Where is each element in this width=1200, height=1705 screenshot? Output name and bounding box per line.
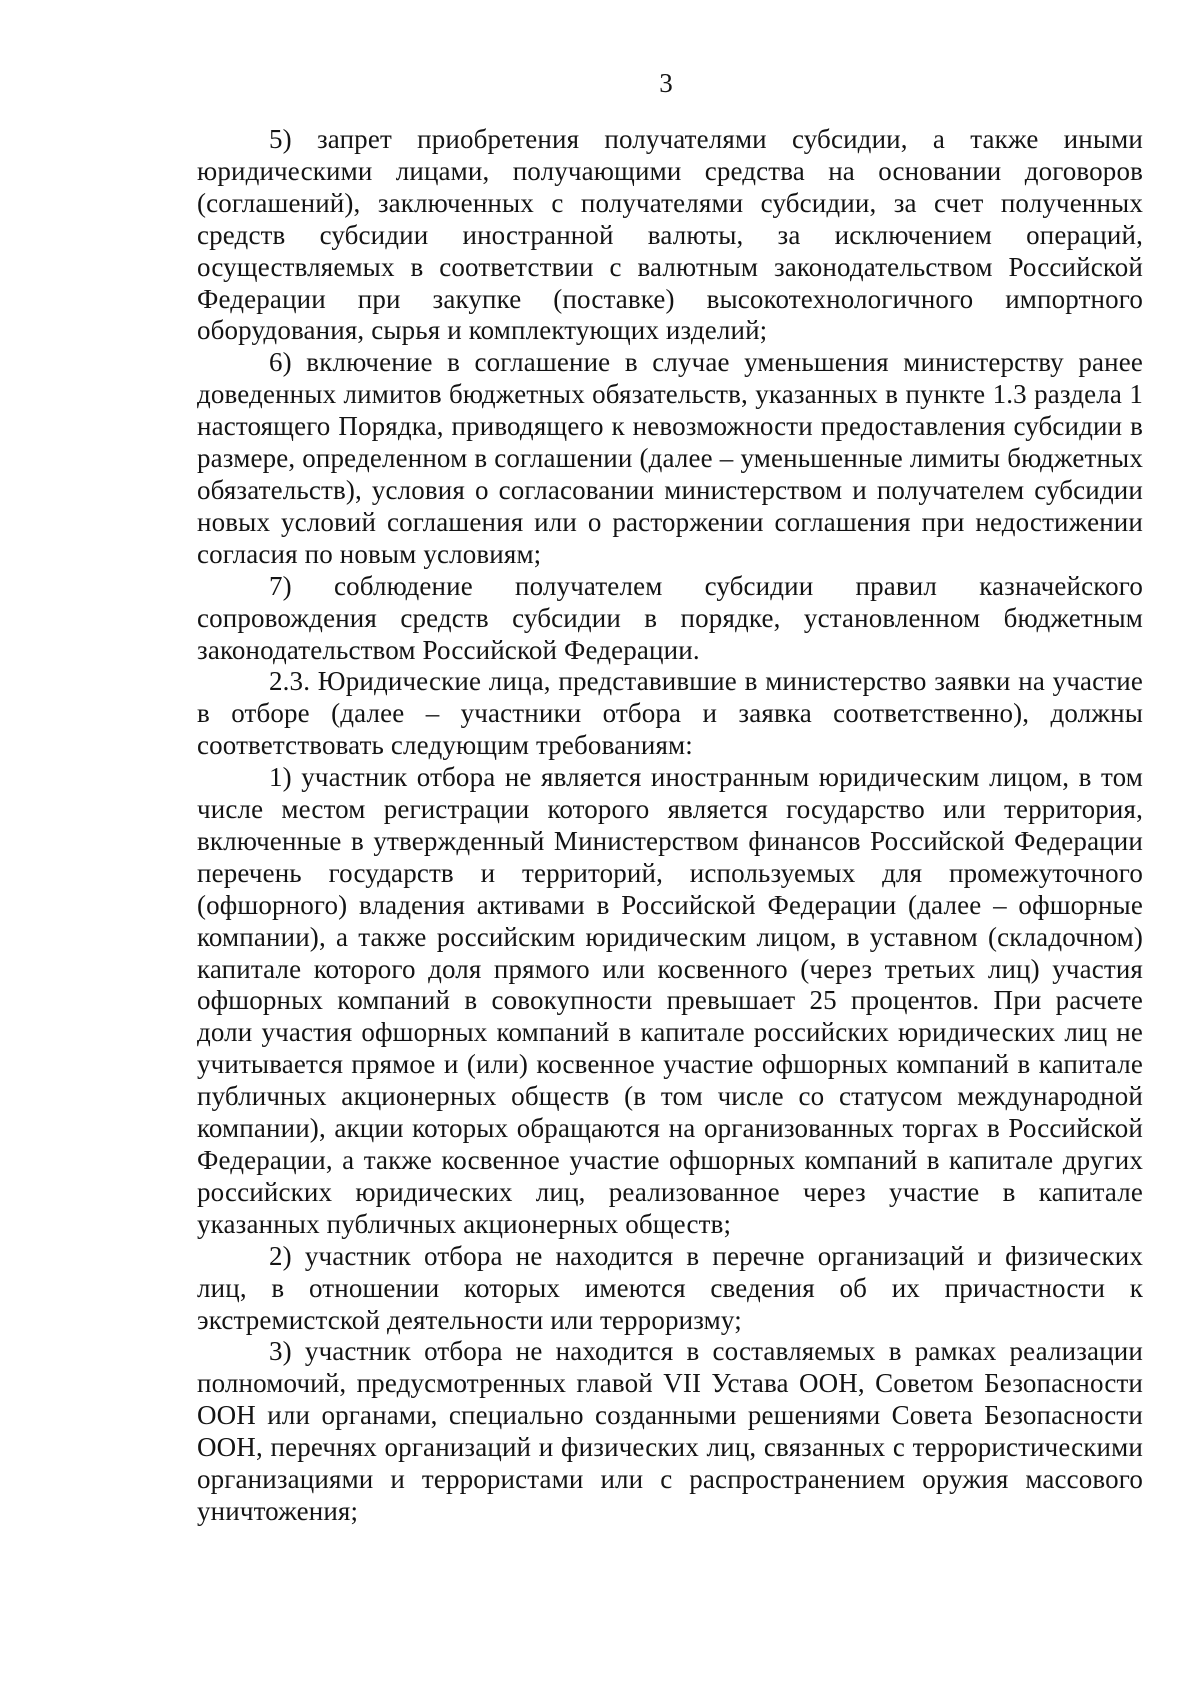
paragraph-item-5: 5) запрет приобретения получателями субсидии, а также иными юридическими лицами, получающими средства на основании договоров (соглашений), заключенных с получателями субсидии, за счет полученных средств субсидии иностранной валюты, за исключением операций, осуществляемых в соответствии с валютным законодательством Российской Федерации при закупке (поставке) высокотехнологичного импортного оборудования, сырья и комплектующих изделий; [197,124,1143,346]
paragraph-clause-2-3: 2.3. Юридические лица, представившие в министерство заявки на участие в отборе (далее – участники отбора и заявка соответственно), должны соответствовать следующим требованиям: [197,666,1143,761]
document-body [197,124,1143,1528]
paragraph-requirement-3: 3) участник отбора не находится в составляемых в рамках реализации полномочий, предусмотренных главой VII Устава ООН, Советом Безопасности ООН или органами, специально созданными решениями Совета Безопасности ООН, перечнях организаций и физических лиц, связанных с террористическими организациями и террористами или с распространением оружия массового уничтожения; [197,1336,1143,1526]
paragraph-item-6: 6) включение в соглашение в случае уменьшения министерству ранее доведенных лимитов бюджетных обязательств, указанных в пункте 1.3 раздела 1 настоящего Порядка, приводящего к невозможности предоставления субсидии в размере, определенном в соглашении (далее – уменьшенные лимиты бюджетных обязательств), условия о согласовании министерством и получателем субсидии новых условий соглашения или о расторжении соглашения при недостижении согласия по новым условиям; [197,347,1143,569]
page-number: 3 [659,68,673,98]
paragraph-requirement-1: 1) участник отбора не является иностранным юридическим лицом, в том числе местом регистрации которого является государство или территория, включенные в утвержденный Министерством финансов Российской Федерации перечень государств и территорий, используемых для промежуточного (офшорного) владения активами в Российской Федерации (далее – офшорные компании), а также российским юридическим лицом, в уставном (складочном) капитале которого доля прямого или косвенного (через третьих лиц) участия офшорных компаний в совокупности превышает 25 процентов. При расчете доли участия офшорных компаний в капитале российских юридических лиц не учитывается прямое и (или) косвенное участие офшорных компаний в капитале публичных акционерных обществ (в том числе со статусом международной компании), акции которых обращаются на организованных торгах в Российской Федерации, а также косвенное участие офшорных компаний в капитале других российских юридических лиц, реализованное через участие в капитале указанных публичных акционерных обществ; [197,762,1143,1239]
paragraph-item-7: 7) соблюдение получателем субсидии правил казначейского сопровождения средств субсидии в порядке, установленном бюджетным законодательством Российской Федерации. [197,570,1143,665]
paragraph-requirement-2: 2) участник отбора не находится в перечне организаций и физических лиц, в отношении которых имеются сведения об их причастности к экстремистской деятельности или терроризму; [197,1240,1143,1335]
